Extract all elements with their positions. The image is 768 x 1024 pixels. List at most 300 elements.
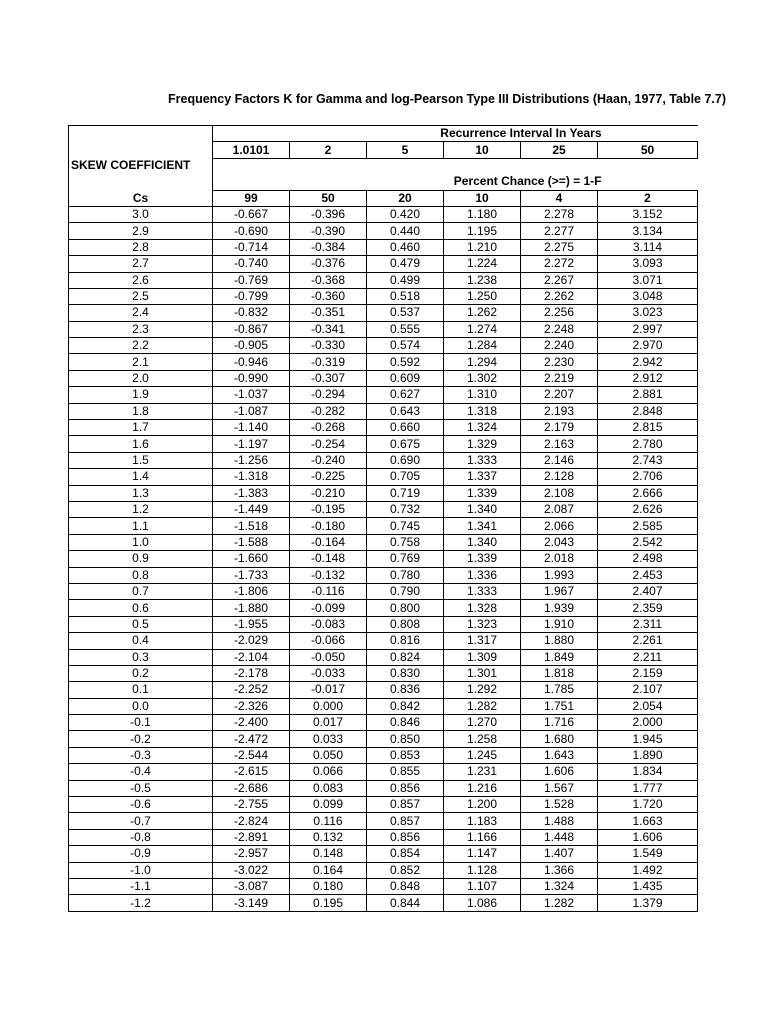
k-value-cell: 1.333 xyxy=(444,583,521,599)
skew-value-cell: 1.5 xyxy=(69,452,213,468)
skew-value-cell: -0.5 xyxy=(69,780,213,796)
k-value-cell: -1.197 xyxy=(213,436,290,452)
k-value-cell: 1.302 xyxy=(444,370,521,386)
k-value-cell: 0.609 xyxy=(367,370,444,386)
k-value-cell: 0.808 xyxy=(367,616,444,632)
k-value-cell: 0.180 xyxy=(290,878,367,894)
table-row xyxy=(69,518,698,534)
k-value-cell: 2.311 xyxy=(598,616,698,632)
k-value-cell: 0.643 xyxy=(367,403,444,419)
k-value-cell: 2.706 xyxy=(598,469,698,485)
k-value-cell: 0.780 xyxy=(367,567,444,583)
table-row xyxy=(69,764,698,780)
k-value-cell: 3.134 xyxy=(598,223,698,239)
k-value-cell: -2.755 xyxy=(213,797,290,813)
k-value-cell: 2.018 xyxy=(521,551,598,567)
k-value-cell: 2.146 xyxy=(521,452,598,468)
k-value-cell: 1.720 xyxy=(598,797,698,813)
k-value-cell: -2.957 xyxy=(213,846,290,862)
table-container xyxy=(68,125,768,912)
k-value-cell: 1.270 xyxy=(444,715,521,731)
table-row xyxy=(69,256,698,272)
k-value-cell: -0.905 xyxy=(213,338,290,354)
k-value-cell: 1.309 xyxy=(444,649,521,665)
k-value-cell: 0.592 xyxy=(367,354,444,370)
k-value-cell: 1.324 xyxy=(521,878,598,894)
table-row xyxy=(69,501,698,517)
cs-label: Cs xyxy=(69,190,213,206)
k-value-cell: 1.528 xyxy=(521,797,598,813)
k-value-cell: 2.163 xyxy=(521,436,598,452)
k-value-cell: 1.301 xyxy=(444,665,521,681)
k-value-cell: 1.284 xyxy=(444,338,521,354)
k-value-cell: 3.071 xyxy=(598,272,698,288)
k-value-cell: 2.848 xyxy=(598,403,698,419)
table-row xyxy=(69,272,698,288)
k-value-cell: 1.643 xyxy=(521,747,598,763)
k-value-cell: -0.116 xyxy=(290,583,367,599)
k-value-cell: 0.479 xyxy=(367,256,444,272)
table-row xyxy=(69,846,698,862)
k-value-cell: 0.705 xyxy=(367,469,444,485)
header-row-percent-values xyxy=(69,190,698,206)
table-row xyxy=(69,633,698,649)
k-value-cell: -1.518 xyxy=(213,518,290,534)
table-body xyxy=(69,126,698,912)
k-value-cell: 1.834 xyxy=(598,764,698,780)
skew-value-cell: 2.2 xyxy=(69,338,213,354)
k-value-cell: 2.211 xyxy=(598,649,698,665)
table-row xyxy=(69,649,698,665)
k-value-cell: -0.225 xyxy=(290,469,367,485)
skew-value-cell: 1.0 xyxy=(69,534,213,550)
k-value-cell: -1.383 xyxy=(213,485,290,501)
k-value-cell: 2.997 xyxy=(598,321,698,337)
header-blank-cell xyxy=(69,142,213,158)
k-value-cell: -0.714 xyxy=(213,239,290,255)
table-row xyxy=(69,321,698,337)
recurrence-value: 5 xyxy=(367,142,444,158)
table-row xyxy=(69,583,698,599)
k-value-cell: 1.180 xyxy=(444,206,521,222)
k-value-cell: -0.099 xyxy=(290,600,367,616)
k-value-cell: 1.549 xyxy=(598,846,698,862)
k-value-cell: -1.037 xyxy=(213,387,290,403)
skew-value-cell: -0.1 xyxy=(69,715,213,731)
k-value-cell: -0.083 xyxy=(290,616,367,632)
recurrence-value: 50 xyxy=(598,142,698,158)
k-value-cell: 1.849 xyxy=(521,649,598,665)
k-value-cell: 1.200 xyxy=(444,797,521,813)
k-value-cell: 0.164 xyxy=(290,862,367,878)
skew-value-cell: 0.7 xyxy=(69,583,213,599)
k-value-cell: 2.453 xyxy=(598,567,698,583)
k-value-cell: 0.850 xyxy=(367,731,444,747)
k-value-cell: 0.846 xyxy=(367,715,444,731)
k-value-cell: -1.140 xyxy=(213,420,290,436)
table-row xyxy=(69,452,698,468)
k-value-cell: -0.132 xyxy=(290,567,367,583)
k-value-cell: -2.686 xyxy=(213,780,290,796)
skew-value-cell: 0.8 xyxy=(69,567,213,583)
k-value-cell: -0.050 xyxy=(290,649,367,665)
skew-value-cell: 1.3 xyxy=(69,485,213,501)
k-value-cell: 2.498 xyxy=(598,551,698,567)
k-value-cell: 0.836 xyxy=(367,682,444,698)
k-value-cell: 1.128 xyxy=(444,862,521,878)
recurrence-value: 1.0101 xyxy=(213,142,290,158)
table-row xyxy=(69,600,698,616)
table-row xyxy=(69,698,698,714)
k-value-cell: 2.815 xyxy=(598,420,698,436)
k-value-cell: 1.340 xyxy=(444,534,521,550)
k-value-cell: 2.000 xyxy=(598,715,698,731)
k-value-cell: 2.407 xyxy=(598,583,698,599)
k-value-cell: 2.159 xyxy=(598,665,698,681)
k-value-cell: 2.066 xyxy=(521,518,598,534)
k-value-cell: 1.366 xyxy=(521,862,598,878)
table-row xyxy=(69,387,698,403)
k-value-cell: 1.238 xyxy=(444,272,521,288)
skew-value-cell: 0.4 xyxy=(69,633,213,649)
k-value-cell: -2.891 xyxy=(213,829,290,845)
k-value-cell: -2.326 xyxy=(213,698,290,714)
k-value-cell: 0.083 xyxy=(290,780,367,796)
k-value-cell: 1.282 xyxy=(444,698,521,714)
k-value-cell: -0.268 xyxy=(290,420,367,436)
table-row xyxy=(69,534,698,550)
k-value-cell: 1.407 xyxy=(521,846,598,862)
table-row xyxy=(69,747,698,763)
skew-value-cell: 1.4 xyxy=(69,469,213,485)
skew-value-cell: -1.1 xyxy=(69,878,213,894)
k-value-cell: 1.379 xyxy=(598,895,698,911)
k-value-cell: -2.252 xyxy=(213,682,290,698)
k-value-cell: 2.230 xyxy=(521,354,598,370)
k-value-cell: -2.029 xyxy=(213,633,290,649)
k-value-cell: -1.256 xyxy=(213,452,290,468)
k-value-cell: 1.310 xyxy=(444,387,521,403)
skew-value-cell: 2.1 xyxy=(69,354,213,370)
k-value-cell: -0.368 xyxy=(290,272,367,288)
k-value-cell: 0.116 xyxy=(290,813,367,829)
k-value-cell: 2.666 xyxy=(598,485,698,501)
k-value-cell: 1.282 xyxy=(521,895,598,911)
k-value-cell: 1.337 xyxy=(444,469,521,485)
k-value-cell: -0.319 xyxy=(290,354,367,370)
table-row xyxy=(69,420,698,436)
table-row xyxy=(69,469,698,485)
k-value-cell: 3.093 xyxy=(598,256,698,272)
k-value-cell: 2.275 xyxy=(521,239,598,255)
skew-value-cell: 2.3 xyxy=(69,321,213,337)
k-value-cell: 0.824 xyxy=(367,649,444,665)
k-value-cell: 2.054 xyxy=(598,698,698,714)
table-row xyxy=(69,731,698,747)
k-value-cell: 1.210 xyxy=(444,239,521,255)
k-value-cell: -2.824 xyxy=(213,813,290,829)
recurrence-interval-label: Recurrence Interval In Years xyxy=(213,126,698,142)
k-value-cell: 1.890 xyxy=(598,747,698,763)
k-value-cell: 1.910 xyxy=(521,616,598,632)
k-value-cell: 1.340 xyxy=(444,501,521,517)
k-value-cell: 1.328 xyxy=(444,600,521,616)
k-value-cell: 2.912 xyxy=(598,370,698,386)
header-blank-cell xyxy=(69,126,213,142)
k-value-cell: 0.675 xyxy=(367,436,444,452)
k-value-cell: 1.245 xyxy=(444,747,521,763)
skew-value-cell: -0.6 xyxy=(69,797,213,813)
k-value-cell: 1.880 xyxy=(521,633,598,649)
k-value-cell: 0.066 xyxy=(290,764,367,780)
skew-coefficient-label: SKEW COEFFICIENT xyxy=(69,158,213,190)
k-value-cell: 1.292 xyxy=(444,682,521,698)
k-value-cell: 0.555 xyxy=(367,321,444,337)
skew-value-cell: -0.4 xyxy=(69,764,213,780)
percent-value: 10 xyxy=(444,190,521,206)
k-value-cell: 0.690 xyxy=(367,452,444,468)
table-row xyxy=(69,862,698,878)
k-value-cell: -0.066 xyxy=(290,633,367,649)
k-value-cell: 0.660 xyxy=(367,420,444,436)
k-value-cell: 1.336 xyxy=(444,567,521,583)
k-value-cell: 2.261 xyxy=(598,633,698,649)
k-value-cell: 1.567 xyxy=(521,780,598,796)
k-value-cell: -1.806 xyxy=(213,583,290,599)
table-row xyxy=(69,485,698,501)
page-title: Frequency Factors K for Gamma and log-Pearson Type III Distributions (Haan, 1977, Table 7.7) xyxy=(168,92,727,106)
k-value-cell: 0.816 xyxy=(367,633,444,649)
recurrence-value: 10 xyxy=(444,142,521,158)
k-value-cell: -0.690 xyxy=(213,223,290,239)
k-value-cell: -0.148 xyxy=(290,551,367,567)
table-row xyxy=(69,797,698,813)
k-value-cell: 0.719 xyxy=(367,485,444,501)
k-value-cell: 2.272 xyxy=(521,256,598,272)
k-value-cell: -0.351 xyxy=(290,305,367,321)
skew-value-cell: 0.2 xyxy=(69,665,213,681)
k-value-cell: 1.195 xyxy=(444,223,521,239)
skew-value-cell: 1.9 xyxy=(69,387,213,403)
skew-value-cell: -0.2 xyxy=(69,731,213,747)
k-value-cell: 2.278 xyxy=(521,206,598,222)
percent-value: 2 xyxy=(598,190,698,206)
table-row xyxy=(69,715,698,731)
skew-value-cell: 1.2 xyxy=(69,501,213,517)
k-value-cell: 1.147 xyxy=(444,846,521,862)
k-value-cell: 2.108 xyxy=(521,485,598,501)
k-value-cell: -0.033 xyxy=(290,665,367,681)
k-value-cell: 1.663 xyxy=(598,813,698,829)
k-value-cell: -3.022 xyxy=(213,862,290,878)
k-value-cell: -0.282 xyxy=(290,403,367,419)
k-value-cell: -1.318 xyxy=(213,469,290,485)
k-value-cell: 0.518 xyxy=(367,288,444,304)
frequency-factor-table xyxy=(68,125,698,912)
k-value-cell: -1.733 xyxy=(213,567,290,583)
k-value-cell: 1.716 xyxy=(521,715,598,731)
k-value-cell: -0.667 xyxy=(213,206,290,222)
k-value-cell: 1.488 xyxy=(521,813,598,829)
k-value-cell: 1.323 xyxy=(444,616,521,632)
k-value-cell: 2.626 xyxy=(598,501,698,517)
k-value-cell: 0.856 xyxy=(367,780,444,796)
k-value-cell: -0.307 xyxy=(290,370,367,386)
table-row xyxy=(69,813,698,829)
k-value-cell: 1.262 xyxy=(444,305,521,321)
percent-chance-label: Percent Chance (>=) = 1-F xyxy=(213,174,698,190)
skew-value-cell: 1.6 xyxy=(69,436,213,452)
k-value-cell: 0.848 xyxy=(367,878,444,894)
k-value-cell: -1.955 xyxy=(213,616,290,632)
k-value-cell: 1.341 xyxy=(444,518,521,534)
k-value-cell: -0.180 xyxy=(290,518,367,534)
k-value-cell: 1.166 xyxy=(444,829,521,845)
k-value-cell: 1.183 xyxy=(444,813,521,829)
k-value-cell: -0.384 xyxy=(290,239,367,255)
percent-value: 50 xyxy=(290,190,367,206)
k-value-cell: -0.376 xyxy=(290,256,367,272)
k-value-cell: 3.048 xyxy=(598,288,698,304)
percent-value: 4 xyxy=(521,190,598,206)
skew-value-cell: 0.0 xyxy=(69,698,213,714)
k-value-cell: 0.627 xyxy=(367,387,444,403)
percent-value: 99 xyxy=(213,190,290,206)
k-value-cell: -0.946 xyxy=(213,354,290,370)
k-value-cell: -2.104 xyxy=(213,649,290,665)
skew-value-cell: 2.4 xyxy=(69,305,213,321)
skew-value-cell: 0.9 xyxy=(69,551,213,567)
k-value-cell: 0.852 xyxy=(367,862,444,878)
k-value-cell: 0.033 xyxy=(290,731,367,747)
k-value-cell: 2.262 xyxy=(521,288,598,304)
k-value-cell: -2.544 xyxy=(213,747,290,763)
k-value-cell: 1.993 xyxy=(521,567,598,583)
k-value-cell: -2.178 xyxy=(213,665,290,681)
k-value-cell: 0.842 xyxy=(367,698,444,714)
k-value-cell: 2.359 xyxy=(598,600,698,616)
k-value-cell: 0.790 xyxy=(367,583,444,599)
table-row xyxy=(69,338,698,354)
table-row xyxy=(69,895,698,911)
skew-value-cell: 1.7 xyxy=(69,420,213,436)
k-value-cell: 0.758 xyxy=(367,534,444,550)
k-value-cell: 1.492 xyxy=(598,862,698,878)
k-value-cell: 0.195 xyxy=(290,895,367,911)
k-value-cell: 0.132 xyxy=(290,829,367,845)
k-value-cell: 0.050 xyxy=(290,747,367,763)
skew-value-cell: 0.1 xyxy=(69,682,213,698)
k-value-cell: 1.216 xyxy=(444,780,521,796)
k-value-cell: 0.857 xyxy=(367,813,444,829)
k-value-cell: 1.939 xyxy=(521,600,598,616)
skew-value-cell: -0.3 xyxy=(69,747,213,763)
k-value-cell: 1.086 xyxy=(444,895,521,911)
k-value-cell: 1.339 xyxy=(444,551,521,567)
k-value-cell: 1.224 xyxy=(444,256,521,272)
skew-value-cell: 1.8 xyxy=(69,403,213,419)
k-value-cell: 3.114 xyxy=(598,239,698,255)
k-value-cell: -0.396 xyxy=(290,206,367,222)
k-value-cell: 1.317 xyxy=(444,633,521,649)
k-value-cell: 1.324 xyxy=(444,420,521,436)
k-value-cell: 0.855 xyxy=(367,764,444,780)
k-value-cell: -0.294 xyxy=(290,387,367,403)
k-value-cell: 2.128 xyxy=(521,469,598,485)
k-value-cell: 2.179 xyxy=(521,420,598,436)
k-value-cell: -0.990 xyxy=(213,370,290,386)
header-row-skew xyxy=(69,158,698,174)
k-value-cell: 1.274 xyxy=(444,321,521,337)
k-value-cell: 1.107 xyxy=(444,878,521,894)
k-value-cell: -1.087 xyxy=(213,403,290,419)
k-value-cell: 2.107 xyxy=(598,682,698,698)
k-value-cell: 2.743 xyxy=(598,452,698,468)
percent-value: 20 xyxy=(367,190,444,206)
k-value-cell: 1.606 xyxy=(521,764,598,780)
k-value-cell: -0.164 xyxy=(290,534,367,550)
k-value-cell: -0.867 xyxy=(213,321,290,337)
skew-value-cell: 2.0 xyxy=(69,370,213,386)
table-row xyxy=(69,206,698,222)
k-value-cell: 0.499 xyxy=(367,272,444,288)
k-value-cell: 0.574 xyxy=(367,338,444,354)
k-value-cell: 1.777 xyxy=(598,780,698,796)
k-value-cell: 2.256 xyxy=(521,305,598,321)
k-value-cell: 1.435 xyxy=(598,878,698,894)
skew-value-cell: -1.0 xyxy=(69,862,213,878)
k-value-cell: 0.769 xyxy=(367,551,444,567)
k-value-cell: -0.390 xyxy=(290,223,367,239)
k-value-cell: 2.207 xyxy=(521,387,598,403)
k-value-cell: -2.615 xyxy=(213,764,290,780)
table-row xyxy=(69,239,698,255)
skew-value-cell: -0.8 xyxy=(69,829,213,845)
k-value-cell: -0.799 xyxy=(213,288,290,304)
k-value-cell: -1.660 xyxy=(213,551,290,567)
skew-value-cell: 0.3 xyxy=(69,649,213,665)
k-value-cell: 1.258 xyxy=(444,731,521,747)
k-value-cell: 0.000 xyxy=(290,698,367,714)
k-value-cell: 0.148 xyxy=(290,846,367,862)
skew-value-cell: 2.6 xyxy=(69,272,213,288)
k-value-cell: 2.942 xyxy=(598,354,698,370)
k-value-cell: 2.970 xyxy=(598,338,698,354)
table-row xyxy=(69,616,698,632)
skew-value-cell: 1.1 xyxy=(69,518,213,534)
k-value-cell: 0.853 xyxy=(367,747,444,763)
table-row xyxy=(69,682,698,698)
table-row xyxy=(69,878,698,894)
k-value-cell: 1.751 xyxy=(521,698,598,714)
k-value-cell: 0.460 xyxy=(367,239,444,255)
k-value-cell: -1.588 xyxy=(213,534,290,550)
k-value-cell: -3.149 xyxy=(213,895,290,911)
k-value-cell: -0.769 xyxy=(213,272,290,288)
skew-value-cell: -0.9 xyxy=(69,846,213,862)
k-value-cell: 2.087 xyxy=(521,501,598,517)
k-value-cell: -0.195 xyxy=(290,501,367,517)
table-row xyxy=(69,829,698,845)
k-value-cell: -2.400 xyxy=(213,715,290,731)
header-row-recurrence-label xyxy=(69,126,698,142)
k-value-cell: 1.967 xyxy=(521,583,598,599)
k-value-cell: 1.339 xyxy=(444,485,521,501)
header-row-recurrence-values xyxy=(69,142,698,158)
k-value-cell: 2.780 xyxy=(598,436,698,452)
table-row xyxy=(69,551,698,567)
recurrence-value: 2 xyxy=(290,142,367,158)
